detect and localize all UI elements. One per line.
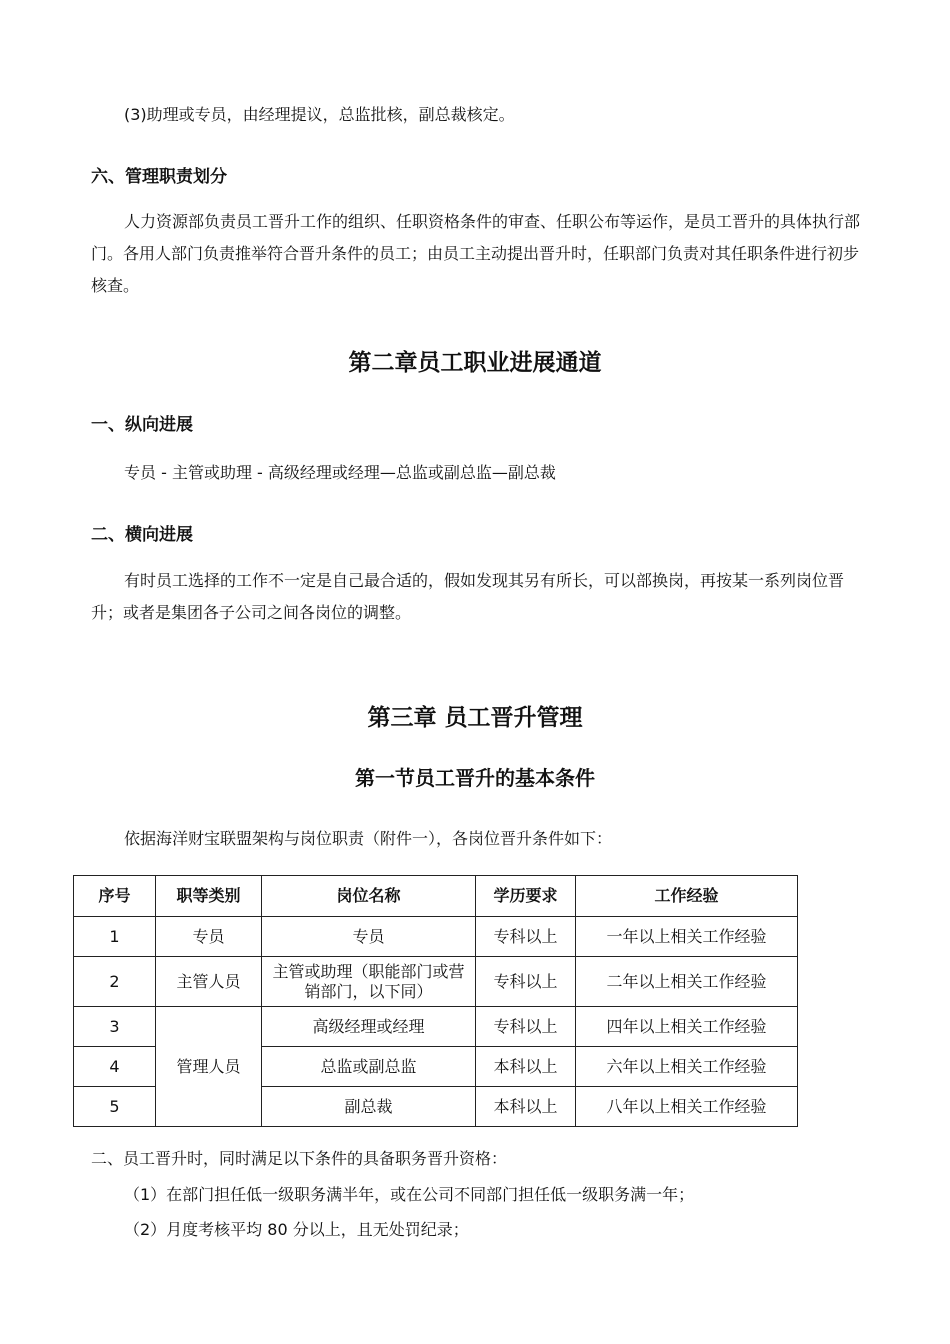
cell-education: 本科以上: [476, 1087, 576, 1127]
table-header-row: [74, 876, 798, 917]
cell-experience: 八年以上相关工作经验: [576, 1087, 798, 1127]
cell-category: 专员: [156, 917, 262, 957]
paragraph-horizontal: 有时员工选择的工作不一定是自己最合适的，假如发现其另有所长，可以部换岗，再按某一系列岗位晋升；或者是集团各子公司之间各岗位的调整。: [91, 571, 845, 622]
cell-education: 专科以上: [476, 957, 576, 1007]
cell-experience: 四年以上相关工作经验: [576, 1007, 798, 1047]
cell-position: 专员: [262, 917, 476, 957]
cell-category: 主管人员: [156, 957, 262, 1007]
cell-education: 专科以上: [476, 917, 576, 957]
section-heading-responsibilities: 六、管理职责划分: [91, 167, 227, 187]
chapter-3-title: 第三章 员工晋升管理: [367, 705, 583, 731]
promotion-requirements-table: [73, 875, 798, 1127]
paragraph-vertical-path: 专员 - 主管或助理 - 高级经理或经理—总监或副总监—副总裁: [124, 463, 556, 482]
table-row: [74, 1007, 798, 1047]
condition-1: （1）在部门担任低一级职务满半年，或在公司不同部门担任低一级职务满一年；: [124, 1185, 695, 1204]
conditions-title: 二、员工晋升时，同时满足以下条件的具备职务晋升资格：: [91, 1149, 508, 1168]
paragraph-table-intro: 依据海洋财宝联盟架构与岗位职责（附件一），各岗位晋升条件如下：: [124, 829, 613, 848]
section-1-title: 第一节员工晋升的基本条件: [355, 766, 595, 790]
column-header: 序号: [74, 876, 156, 917]
cell-no: 4: [74, 1047, 156, 1087]
column-header: 学历要求: [476, 876, 576, 917]
cell-no: 2: [74, 957, 156, 1007]
cell-position: 主管或助理（职能部门或营销部门，以下同）: [262, 957, 476, 1007]
cell-position: 副总裁: [262, 1087, 476, 1127]
condition-2: （2）月度考核平均 80 分以上，且无处罚纪录；: [124, 1220, 469, 1239]
table-row: [74, 957, 798, 1007]
section-heading-horizontal: 二、横向进展: [91, 525, 193, 545]
cell-experience: 二年以上相关工作经验: [576, 957, 798, 1007]
cell-experience: 六年以上相关工作经验: [576, 1047, 798, 1087]
cell-category: 管理人员: [156, 1007, 262, 1127]
paragraph-approval-rule: (3)助理或专员，由经理提议，总监批核，副总裁核定。: [124, 105, 515, 124]
cell-education: 本科以上: [476, 1047, 576, 1087]
cell-position: 高级经理或经理: [262, 1007, 476, 1047]
column-header: 职等类别: [156, 876, 262, 917]
cell-education: 专科以上: [476, 1007, 576, 1047]
cell-experience: 一年以上相关工作经验: [576, 917, 798, 957]
chapter-2-title: 第二章员工职业进展通道: [348, 350, 602, 376]
column-header: 岗位名称: [262, 876, 476, 917]
cell-no: 1: [74, 917, 156, 957]
paragraph-responsibilities: 人力资源部负责员工晋升工作的组织、任职资格条件的审查、任职公布等运作，是员工晋升的具体执行部门。各用人部门负责推举符合晋升条件的员工；由员工主动提出晋升时，任职部门负责对其任职条件进行初步核查。: [91, 212, 861, 295]
column-header: 工作经验: [576, 876, 798, 917]
cell-position: 总监或副总监: [262, 1047, 476, 1087]
section-heading-vertical: 一、纵向进展: [91, 415, 193, 435]
table-row: [74, 917, 798, 957]
cell-no: 5: [74, 1087, 156, 1127]
cell-no: 3: [74, 1007, 156, 1047]
